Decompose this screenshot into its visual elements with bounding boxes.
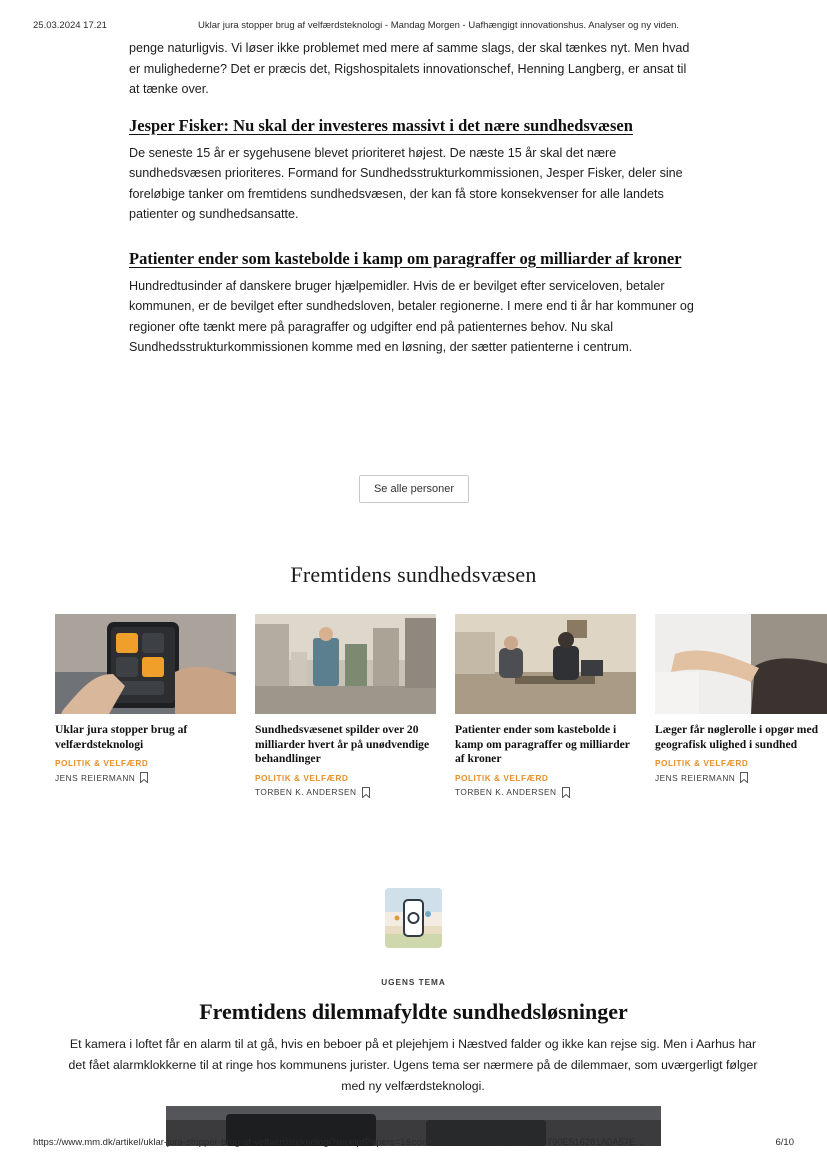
card-title[interactable]: Patienter ender som kastebolde i kamp om paragraffer og milliarder af kroner <box>455 723 630 765</box>
print-footer-url: https://www.mm.dk/artikel/uklar-jura-stopper-brug-af-velfaerdsteknologi?receiptPapers=1&confirmemailtoken=C5A1E6B29790E516281A0A57E… <box>33 1137 646 1148</box>
related-articles-list <box>55 614 819 798</box>
card-title[interactable]: Læger får nøglerolle i opgør med geografisk ulighed i sundhed <box>655 723 819 751</box>
card-thumbnail-icon <box>55 614 236 714</box>
card-image-doctor-examining-arm[interactable] <box>655 614 827 714</box>
related-section-title: Fremtidens sundhedsvæsen <box>290 562 537 587</box>
teaser-heading-link[interactable] <box>129 114 699 137</box>
teaser-body: Hundredtusinder af danskere bruger hjælpemidler. Hvis de er bevilget efter serviceloven, betaler kommunen, er de bevilget efter sundhedsloven, betaler regionerne. I mere end ti år har kommuner og regioner ofte tænkt mere på paragraffer og udgifter end på patienternes behov. Nu skal Sundhedsstrukturkommissionen komme med en løsning, der sætter patienterne i centrum. <box>129 278 694 354</box>
article-body <box>129 38 699 380</box>
teaser-patienter-kastebolde[interactable] <box>129 247 699 358</box>
card-image-hospital-corridor[interactable] <box>255 614 436 714</box>
print-header <box>0 20 827 34</box>
print-footer <box>0 1137 827 1151</box>
card-author: JENS REIERMANN <box>55 772 136 783</box>
card-category[interactable]: POLITIK & VELFÆRD <box>655 758 749 768</box>
card-title[interactable]: Uklar jura stopper brug af velfærdsteknologi <box>55 723 188 751</box>
card-thumbnail-icon <box>655 614 827 714</box>
theme-logo[interactable] <box>385 888 442 948</box>
card-category[interactable]: POLITIK & VELFÆRD <box>455 772 549 783</box>
card-category[interactable]: POLITIK & VELFÆRD <box>55 758 149 768</box>
card-byline <box>655 772 827 783</box>
card-thumbnail-icon <box>455 614 636 714</box>
card-image-patient-and-caregiver[interactable] <box>455 614 636 714</box>
teaser-body: De seneste 15 år er sygehusene blevet prioriteret højest. De næste 15 år skal det nære sundhedsvæsen prioriteres. Formand for Sundhedsstrukturkommissionen, Jesper Fisker, deler sine foreløbige tanker om fremtidens sundhedsvæsen, der kan få store konsekvenser for alle landets patienter og sundhedsansatte. <box>129 145 683 221</box>
list-item[interactable] <box>655 614 827 798</box>
card-title[interactable]: Sundhedsvæsenet spilder over 20 milliarder hvert år på unødvendige behandlinger <box>255 723 430 765</box>
card-byline <box>455 787 636 798</box>
card-image-hand-holding-smartphone[interactable] <box>55 614 236 714</box>
card-thumbnail-icon <box>255 614 436 714</box>
card-byline <box>55 772 236 783</box>
teaser-heading-text: Jesper Fisker: Nu skal der investeres massivt i det nære sundhedsvæsen <box>129 115 633 135</box>
teaser-jesper-fisker[interactable] <box>129 114 699 225</box>
print-header-date: 25.03.2024 17.21 <box>33 20 107 31</box>
intro-paragraph: penge naturligvis. Vi løser ikke problemet med mere af samme slags, der skal tænkes nyt. Men hvad er mulighederne? Det er præcis det, Rigshospitalets innovationschef, Henning Langberg, er ansat til at tænke over. <box>129 41 690 96</box>
list-item[interactable] <box>455 614 636 798</box>
bookmark-icon[interactable] <box>562 787 570 798</box>
list-item[interactable] <box>255 614 436 798</box>
bookmark-icon[interactable] <box>362 787 370 798</box>
all-persons-row <box>129 475 699 503</box>
teaser-heading-text: Patienter ender som kastebolde i kamp om paragraffer og milliarder af kroner <box>129 248 682 268</box>
card-author: TORBEN K. ANDERSEN <box>455 787 557 797</box>
card-author: JENS REIERMANN <box>655 772 736 783</box>
card-category[interactable]: POLITIK & VELFÆRD <box>255 772 349 783</box>
print-header-title: Uklar jura stopper brug af velfærdsteknologi - Mandag Morgen - Uafhængigt innovationshus. Analyser og ny viden. <box>198 20 680 31</box>
card-byline <box>255 787 436 798</box>
bookmark-icon[interactable] <box>140 772 148 783</box>
see-all-persons-button[interactable]: Se alle personer <box>359 475 469 503</box>
theme-kicker: UGENS TEMA <box>381 978 446 987</box>
teaser-heading-link[interactable] <box>129 247 699 270</box>
phone-illustration-icon <box>385 888 442 948</box>
card-author: TORBEN K. ANDERSEN <box>255 787 357 797</box>
print-footer-page-number: 6/10 <box>775 1137 794 1148</box>
bookmark-icon[interactable] <box>740 772 748 783</box>
theme-description: Et kamera i loftet får en alarm til at gå, hvis en beboer på et plejehjem i Næstved falder og ikke kan rejse sig. Men i Aarhus har det fået alarmklokkerne til at ringe hos kommunens jurister. Ugens tema ser nærmere på de dilemmaer, som uværgerligt følger med ny velfærdsteknologi. <box>68 1037 758 1093</box>
list-item[interactable] <box>55 614 236 798</box>
theme-title[interactable]: Fremtidens dilemmafyldte sundhedsløsninger <box>199 999 628 1024</box>
